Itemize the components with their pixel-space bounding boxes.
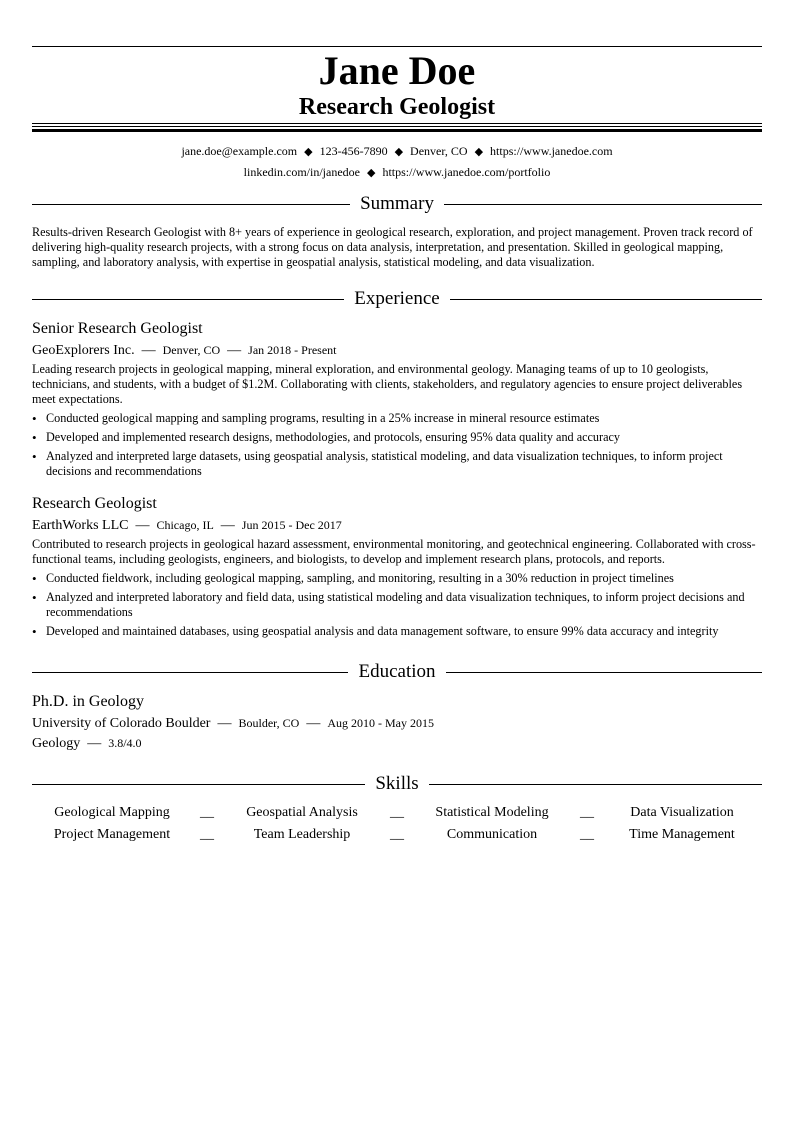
list-item: • Conducted fieldwork, including geological mapping, sampling, and monitoring, resulting in a 30% reduction in project timelines: [32, 571, 762, 586]
dash-separator: —: [141, 343, 156, 358]
contact-line-2: [32, 164, 762, 181]
dash-separator: —: [217, 716, 232, 731]
skill-item: Team Leadership: [253, 827, 351, 842]
field-of-study: Geology: [32, 736, 81, 751]
job-location: Chicago, IL: [156, 518, 214, 532]
list-item: • Analyzed and interpreted large datasets, using geospatial analysis, statistical modeling, and data visualization techniques, to inform project decisions and recommendations: [32, 449, 762, 479]
section-rule: [32, 204, 350, 205]
job-title: Senior Research Geologist: [32, 320, 203, 337]
section-heading-skills: [32, 772, 762, 796]
diamond-separator-icon: ◆: [394, 146, 404, 158]
dash-separator: —: [306, 716, 321, 731]
skill-item: Data Visualization: [630, 805, 734, 820]
diamond-separator-icon: ◆: [366, 167, 376, 179]
list-item: • Developed and maintained databases, using geospatial analysis and data management software, to ensure 99% data accuracy and integrity: [32, 624, 762, 639]
candidate-title: Research Geologist: [298, 94, 496, 120]
job-meta: [32, 516, 342, 535]
section-rule: [429, 784, 762, 785]
company-name: EarthWorks LLC: [32, 518, 129, 533]
job-meta: [32, 341, 336, 360]
skill-item: Project Management: [53, 827, 171, 842]
school-location: Boulder, CO: [238, 716, 300, 730]
contact-line-1: [32, 143, 762, 160]
diamond-separator-icon: ◆: [474, 146, 484, 158]
diamond-separator-icon: ◆: [304, 146, 313, 158]
skill-separator: __: [390, 805, 404, 820]
section-heading-education: [32, 660, 762, 684]
section-title: Education: [358, 661, 436, 682]
summary-text: Results-driven Research Geologist with 8+ years of experience in geological research, exploration, and project management. Proven track record of delivering high-quality research projects, with a strong focus on data analysis, interpretation, and presentation. Skilled in geological mapping, sampling, and laboratory analysis, with expertise in geospatial analysis, statistical modeling, and data visualization.: [32, 225, 753, 269]
linkedin-link[interactable]: linkedin.com/in/janedoe: [243, 165, 360, 179]
gpa-value: 3.8/4.0: [108, 736, 142, 750]
dash-separator: —: [87, 736, 102, 751]
section-title: Skills: [375, 773, 419, 794]
list-item: • Developed and implemented research designs, methodologies, and protocols, ensuring 95% data quality and accuracy: [32, 430, 762, 445]
skills-row: [32, 802, 762, 824]
list-item: • Conducted geological mapping and sampling programs, resulting in a 25% increase in mineral resource estimates: [32, 411, 762, 426]
job-bullets: [32, 411, 762, 483]
skill-item: Geological Mapping: [54, 805, 170, 820]
job-location: Denver, CO: [162, 343, 221, 357]
candidate-name: Jane Doe: [318, 48, 476, 93]
dash-separator: —: [220, 518, 235, 533]
section-heading-summary: [32, 192, 762, 216]
dash-separator: —: [227, 343, 242, 358]
skill-separator: __: [390, 827, 404, 842]
section-rule: [444, 204, 762, 205]
section-heading-experience: [32, 287, 762, 311]
section-title: Summary: [360, 193, 434, 214]
section-rule: [32, 299, 344, 300]
school-name: University of Colorado Boulder: [32, 716, 211, 731]
section-rule: [32, 672, 348, 673]
job-dates: Jan 2018 - Present: [248, 343, 337, 357]
phone-text: 123-456-7890: [319, 144, 388, 158]
field-meta: [32, 734, 142, 753]
degree-title: Ph.D. in Geology: [32, 693, 144, 710]
portfolio-link[interactable]: https://www.janedoe.com/portfolio: [382, 165, 551, 179]
job-title: Research Geologist: [32, 495, 157, 512]
job-dates: Jun 2015 - Dec 2017: [241, 518, 342, 532]
location-text: Denver, CO: [410, 144, 468, 158]
school-dates: Aug 2010 - May 2015: [327, 716, 435, 730]
skill-separator: __: [200, 827, 214, 842]
dash-separator: —: [135, 518, 150, 533]
email-link[interactable]: jane.doe@example.com: [181, 144, 298, 158]
section-rule: [32, 784, 365, 785]
company-name: GeoExplorers Inc.: [32, 343, 135, 358]
skill-item: Geospatial Analysis: [246, 805, 358, 820]
skill-separator: __: [580, 827, 594, 842]
school-meta: [32, 714, 434, 733]
header-rule: [32, 123, 762, 124]
header-rule: [32, 126, 762, 127]
job-bullets: [32, 571, 762, 643]
skill-item: Statistical Modeling: [435, 805, 549, 820]
job-description: Leading research projects in geological mapping, mineral exploration, and environmental geology. Managing teams of up to 10 geologists, technicians, and students, with a budget of $1.2M. Collaborating with clients, stakeholders, and regulatory agencies to ensure project deliverables meet expectations.: [32, 362, 743, 406]
list-item: • Analyzed and interpreted laboratory and field data, using statistical modeling and data visualization techniques, to inform project decisions and recommendations: [32, 590, 762, 620]
website-link[interactable]: https://www.janedoe.com: [490, 144, 613, 158]
skill-item: Communication: [446, 827, 538, 842]
section-rule: [450, 299, 762, 300]
skills-grid: [32, 802, 762, 846]
section-title: Experience: [354, 288, 440, 309]
section-rule: [446, 672, 762, 673]
skill-separator: __: [200, 805, 214, 820]
job-description: Contributed to research projects in geological hazard assessment, environmental monitoring, and geotechnical engineering. Collaborated with cross-functional teams, including geologists, engineers, and biologists, to develop and implement research plans, protocols, and reports.: [32, 537, 756, 566]
skill-separator: __: [580, 805, 594, 820]
skills-row: [32, 824, 762, 846]
header-rule-thick: [32, 129, 762, 132]
skill-item: Time Management: [629, 827, 735, 842]
